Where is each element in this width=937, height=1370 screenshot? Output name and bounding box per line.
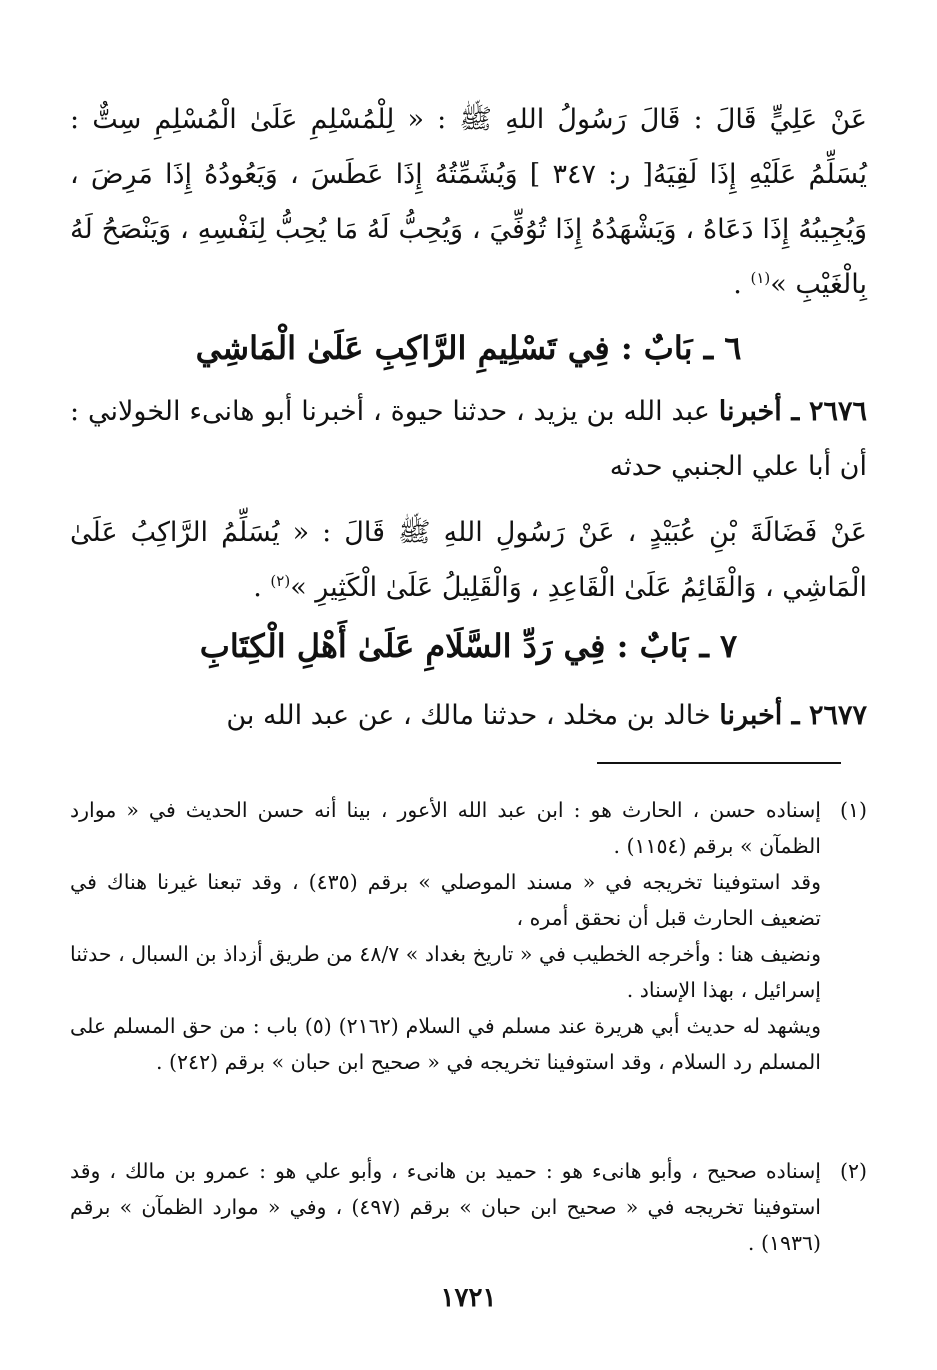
footnote-1 <box>70 792 867 1080</box>
footnote-ref-2: (٢) <box>270 572 291 590</box>
footnote-line: وقد استوفينا تخريجه في « مسند الموصلي » برقم (٤٣٥) ، وقد تبعنا غيرنا هناك في تضعيف الحارث قبل أن نحقق أمره ، <box>70 870 821 930</box>
hadith-text: عَنْ عَلِيٍّ قَالَ : قَالَ رَسُولُ اللهِ ﷺ : « لِلْمُسْلِمِ عَلَىٰ الْمُسْلِمِ سِتٌّ : يُسَلِّمُ عَلَيْهِ إِذَا لَقِيَهُ[ ر: ٣٤٧ ] وَيُشَمِّتُهُ إِذَا عَطَسَ ، وَيَعُودُهُ إِذَا مَرِضَ ، وَيُجِيبُهُ إِذَا دَعَاهُ ، وَيَشْهَدُهُ إِذَا تُوُفِّيَ ، وَيُحِبُّ لَهُ مَا يُحِبُّ لِنَفْسِهِ ، وَيَنْصَحُ لَهُ بِالْغَيْبِ » <box>70 104 868 300</box>
footnote-separator <box>597 762 841 764</box>
chapter-heading-6: ٦ ـ بَابٌ : فِي تَسْلِيمِ الرَّاكِبِ عَلَىٰ الْمَاشِي <box>195 329 742 367</box>
footnote-marker: (٢) <box>839 1159 867 1183</box>
hadith-text-ali <box>70 92 867 312</box>
footnote-marker: (١) <box>839 798 867 822</box>
footnote-ref-1: (١) <box>750 269 771 287</box>
footnote-line: ويشهد له حديث أبي هريرة عند مسلم في السلام (٢١٦٢) (٥) باب : من حق المسلم على المسلم رد السلام ، وقد استوفينا تخريجه في « صحيح ابن حبان » برقم (٢٤٢) . <box>70 1014 821 1074</box>
footnote-line: إسناده حسن ، الحارث هو : ابن عبد الله الأعور ، بينا أنه حسن الحديث في « موارد الظمآن » برقم (١١٥٤) . <box>70 798 821 858</box>
sentence-end: . <box>253 572 271 603</box>
sentence-end: . <box>733 269 751 300</box>
footnote-line: ونضيف هنا : وأخرجه الخطيب في « تاريخ بغداد » ٤٨/٧ من طريق أزداذ بن السبال ، حدثنا إسرائيل ، بهذا الإسناد . <box>70 942 822 1002</box>
chapter-heading-7: ٧ ـ بَابٌ : فِي رَدِّ السَّلَامِ عَلَىٰ أَهْلِ الْكِتَابِ <box>199 627 738 665</box>
isnad-text: خالد بن مخلد ، حدثنا مالك ، عن عبد الله بن <box>226 700 720 731</box>
hadith-number-2676: ٢٦٧٦ ـ أخبرنا <box>718 396 867 427</box>
footnote-2 <box>70 1153 867 1261</box>
hadith-isnad-2676 <box>70 384 867 494</box>
page-number: ١٧٢١ <box>440 1283 497 1313</box>
hadith-text-fadala <box>70 505 867 615</box>
footnote-line: إسناده صحيح ، وأبو هانىء هو : حميد بن هانىء ، وأبو علي هو : عمرو بن مالك ، وقد استوفينا تخريجه في « صحيح ابن حبان » برقم (٤٩٧) ، وفي « موارد الظمآن » برقم (١٩٣٦) . <box>70 1159 821 1255</box>
hadith-text: عَنْ فَضَالَةَ بْنِ عُبَيْدٍ ، عَنْ رَسُولِ اللهِ ﷺ قَالَ : « يُسَلِّمُ الرَّاكِبُ عَلَىٰ الْمَاشِي ، وَالْقَائِمُ عَلَىٰ الْقَاعِدِ ، وَالْقَلِيلُ عَلَىٰ الْكَثِيرِ » <box>70 517 867 603</box>
hadith-number-2677: ٢٦٧٧ ـ أخبرنا <box>719 700 867 731</box>
hadith-isnad-2677 <box>70 688 867 743</box>
isnad-text: عبد الله بن يزيد ، حدثنا حيوة ، أخبرنا أبو هانىء الخولاني : أن أبا علي الجنبي حدثه <box>70 396 867 482</box>
